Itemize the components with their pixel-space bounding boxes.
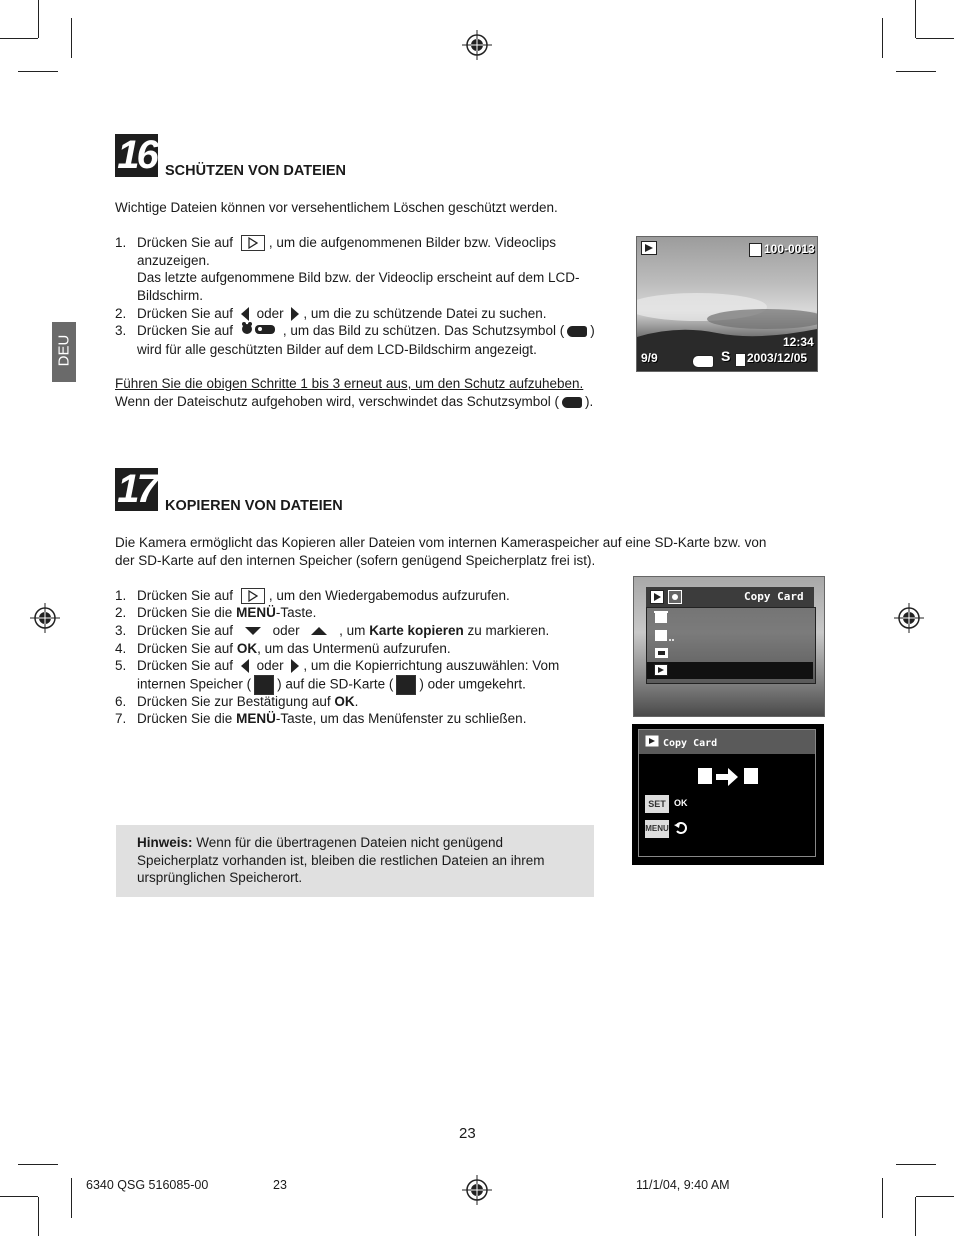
step-text-part: Drücken Sie auf [137, 658, 234, 673]
return-icon [674, 822, 688, 834]
key-icon [567, 326, 587, 337]
date-readout: 2003/12/05 [747, 351, 808, 365]
step-text-part: Drücken Sie die [137, 605, 233, 620]
footer-datetime: 11/1/04, 9:40 AM [636, 1178, 730, 1192]
crop-mark [915, 0, 916, 38]
step-text-part: internen Speicher ( [137, 676, 252, 692]
step-text [137, 710, 526, 728]
playback-mode-icon [650, 590, 664, 604]
note-box [116, 825, 594, 897]
lcd-screen-photo [636, 236, 818, 372]
down-arrow-icon [245, 627, 261, 635]
step-text-part: , um [339, 623, 366, 638]
step-text-part: Drücken Sie auf [137, 323, 234, 338]
step-text-bold: Karte kopieren [369, 623, 464, 638]
registration-mark-icon [30, 603, 60, 633]
step-text-part: oder [256, 658, 284, 673]
image-size: S [721, 348, 731, 364]
memory-card-icon [749, 243, 762, 257]
note-line: Wenn für die übertragenen Dateien nicht genügend [192, 835, 503, 850]
step-number: 7. [115, 711, 127, 726]
intro-line: der SD-Karte auf den internen Speicher (sofern genügend Speicherplatz frei ist). [115, 552, 596, 568]
step-text-part: , um die aufgenommenen Bilder bzw. Videoclips [268, 235, 556, 250]
slideshow-menu-icon [654, 629, 676, 643]
internal-memory-icon [698, 768, 712, 784]
step-text-part: -Taste, um das Menüfenster zu schließen. [275, 711, 527, 726]
file-number: 100-0013 [764, 242, 815, 256]
footer-page: 23 [273, 1178, 287, 1192]
step-number: 4. [115, 641, 127, 656]
crop-mark [896, 1164, 936, 1165]
step-text-part: Drücken Sie auf [137, 641, 234, 656]
step-text-bold: OK [334, 694, 355, 709]
footer-code: 6340 QSG 516085-00 [86, 1178, 209, 1192]
intro-text: Wichtige Dateien können vor versehentlichem Löschen geschützt werden. [115, 200, 558, 215]
step-number: 6. [115, 694, 127, 709]
intro-text [115, 534, 835, 569]
step-text-bold: OK [236, 641, 258, 656]
note-text [137, 834, 587, 887]
protect-key-icon [692, 355, 714, 368]
sd-card-icon [396, 675, 416, 695]
step-text-part: , um die Kopierrichtung auszuwählen: Vom [303, 658, 560, 673]
repeat-instruction: Führen Sie die obigen Schritte 1 bis 3 erneut aus, um den Schutz aufzuheben. [115, 376, 584, 391]
protect-button-icon [241, 322, 279, 341]
step-text-part: ) [590, 323, 595, 338]
ok-label: OK [674, 798, 688, 808]
step-text [137, 693, 358, 711]
step-text-part: Drücken Sie auf [137, 588, 234, 603]
step-text-part: zu markieren. [467, 623, 550, 638]
up-arrow-icon [311, 627, 327, 635]
step-text-part: oder [256, 306, 284, 321]
step-number: 5. [115, 658, 127, 673]
step-text [137, 234, 627, 304]
step-number: 2. [115, 306, 127, 321]
menu-header-title: Copy Card [744, 590, 804, 603]
intro-line: Die Kamera ermöglicht das Kopieren aller Dateien vom internen Kameraspeicher auf eine SD-Karte bzw. von [115, 535, 767, 550]
lcd-copy-card-screen [632, 724, 824, 865]
crop-mark [0, 38, 38, 39]
crop-mark [71, 18, 72, 58]
step-number: 1. [115, 235, 127, 250]
copy-card-menu-icon [654, 664, 668, 676]
language-tab-label: DEU [55, 334, 73, 367]
note-line: Speicherplatz vorhanden ist, bleiben die restlichen Dateien an ihrem [137, 852, 545, 868]
step-text-bold: MENÜ [236, 711, 276, 726]
note-line: ursprünglichen Speicherort. [137, 870, 303, 886]
step-text [137, 657, 607, 695]
step-text-part: . [354, 694, 359, 709]
step-number: 2. [115, 605, 127, 620]
copy-card-icon [645, 735, 659, 747]
repeat-note-part: ). [584, 394, 594, 409]
step-text-part: , um den Wiedergabemodus aufzurufen. [268, 588, 510, 603]
step-text-part: anzuzeigen. [137, 252, 210, 268]
image-counter: 9/9 [641, 351, 658, 365]
section-title: KOPIEREN VON DATEIEN [165, 498, 343, 514]
step-text-part: wird für alle geschützten Bilder auf dem LCD-Bildschirm angezeigt. [137, 341, 537, 357]
crop-mark [18, 1164, 58, 1165]
step-text-part: Drücken Sie die [137, 711, 233, 726]
step-number: 3. [115, 323, 127, 338]
repeat-note [115, 393, 593, 411]
step-text-part: Drücken Sie auf [137, 623, 234, 638]
left-arrow-icon [241, 659, 249, 673]
step-text-part: Das letzte aufgenommene Bild bzw. der Videoclip erscheint auf dem LCD- [137, 270, 580, 286]
step-text-part: , um die zu schützende Datei zu suchen. [303, 306, 547, 321]
set-button-label[interactable]: SET [645, 795, 669, 813]
step-text [137, 622, 549, 640]
step-text [137, 305, 627, 323]
repeat-note-part: Wenn der Dateischutz aufgehoben wird, verschwindet das Schutzsymbol ( [115, 394, 559, 409]
language-tab [52, 322, 76, 382]
section-number: 16 [115, 134, 158, 177]
menu-button-label[interactable]: MENU [645, 820, 669, 838]
step-text [137, 604, 316, 622]
step-text-part: -Taste. [275, 605, 317, 620]
right-arrow-icon [291, 659, 299, 673]
time-readout: 12:34 [783, 335, 814, 349]
registration-mark-icon [462, 30, 492, 60]
step-text-part: ) oder umgekehrt. [419, 676, 526, 692]
step-text-part: Bildschirm. [137, 287, 204, 303]
step-text-part: oder [272, 623, 300, 638]
crop-mark [71, 1178, 72, 1218]
step-text-part: ) auf die SD-Karte ( [277, 676, 394, 692]
crop-mark [882, 18, 883, 58]
registration-mark-icon [894, 603, 924, 633]
internal-memory-icon [254, 675, 274, 695]
step-text [137, 640, 451, 658]
right-arrow-icon [291, 307, 299, 321]
step-text-part: , um das Untermenü aufzurufen. [257, 641, 451, 656]
page-number: 23 [459, 1125, 476, 1142]
step-text-part: Drücken Sie zur Bestätigung auf [137, 694, 331, 709]
settings-tab-icon [668, 590, 682, 604]
step-text-part: Drücken Sie auf [137, 306, 234, 321]
menu-highlight-row[interactable] [647, 662, 813, 679]
crop-mark [0, 1196, 38, 1197]
step-text-part: Drücken Sie auf [137, 235, 234, 250]
crop-mark [38, 0, 39, 38]
crop-mark [38, 1197, 39, 1236]
registration-mark-icon [462, 1175, 492, 1205]
lcd-menu-screen [633, 576, 825, 717]
crop-mark [916, 1196, 954, 1197]
crop-mark [896, 71, 936, 72]
memory-card-icon [735, 353, 746, 367]
step-text [137, 322, 637, 358]
step-number: 1. [115, 588, 127, 603]
protect-menu-icon [654, 647, 670, 659]
step-text-bold: MENÜ [236, 605, 276, 620]
note-label: Hinweis: [137, 835, 193, 850]
submenu-title: Copy Card [663, 738, 718, 749]
step-number: 3. [115, 623, 127, 638]
play-icon [241, 588, 265, 604]
right-arrow-icon[interactable] [716, 768, 738, 786]
step-text [137, 587, 510, 605]
section-number: 17 [115, 468, 158, 511]
crop-mark [916, 38, 954, 39]
crop-mark [915, 1197, 916, 1236]
left-arrow-icon [241, 307, 249, 321]
step-text-part: , um das Bild zu schützen. Das Schutzsymbol ( [282, 323, 565, 338]
crop-mark [18, 71, 58, 72]
section-title: SCHÜTZEN VON DATEIEN [165, 163, 346, 179]
crop-mark [882, 1178, 883, 1218]
sd-card-icon [744, 768, 758, 784]
playback-mode-icon [641, 241, 657, 255]
delete-menu-icon [654, 610, 670, 624]
play-icon [241, 235, 265, 251]
key-icon [562, 397, 582, 408]
